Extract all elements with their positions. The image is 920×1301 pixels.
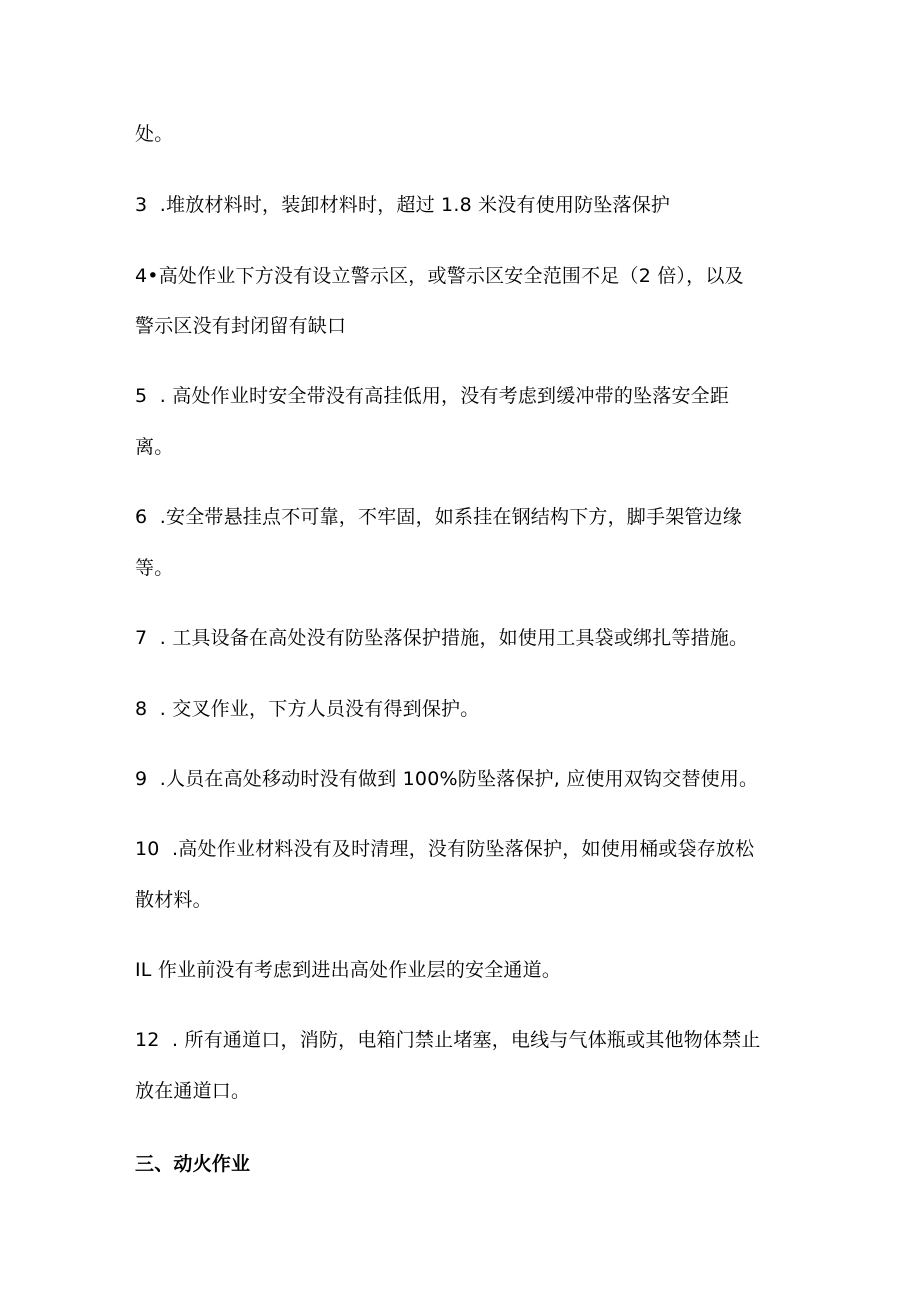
list-item-12-line-2: 放在通道口。 [135, 1080, 251, 1102]
list-item-4-line-1: 4•高处作业下方没有设立警示区，或警示区安全范围不足（2 倍），以及 [135, 265, 744, 287]
list-item-8: 8 . 交叉作业，下方人员没有得到保护。 [135, 698, 480, 720]
list-item-5-line-1: 5 . 高处作业时安全带没有高挂低用，没有考虑到缓冲带的坠落安全距 [135, 385, 730, 407]
list-item-6-line-1: 6 .安全带悬挂点不可靠，不牢固，如系挂在钢结构下方，脚手架管边缘 [135, 506, 743, 528]
list-item-5-line-2: 离。 [135, 436, 174, 458]
list-item-10-line-2: 散材料。 [135, 889, 212, 911]
list-item-3: 3 .堆放材料时，装卸材料时，超过 1.8 米没有使用防坠落保护 [135, 194, 671, 216]
list-item-9: 9 .人员在高处移动时没有做到 100%防坠落保护, 应使用双钩交替使用。 [135, 768, 759, 790]
text-line-1: 处。 [135, 123, 174, 145]
list-item-11: IL 作业前没有考虑到进出高处作业层的安全通道。 [135, 959, 562, 981]
list-item-6-line-2: 等。 [135, 557, 174, 579]
list-item-10-line-1: 10 .高处作业材料没有及时清理，没有防坠落保护，如使用桶或袋存放松 [135, 838, 755, 860]
section-heading: 三、动火作业 [135, 1153, 251, 1175]
list-item-12-line-1: 12 . 所有通道口，消防，电箱门禁止堵塞，电线与气体瓶或其他物体禁止 [135, 1029, 761, 1051]
list-item-7: 7 . 工具设备在高处没有防坠落保护措施，如使用工具袋或绑扎等措施。 [135, 627, 749, 649]
list-item-4-line-2: 警示区没有封闭留有缺口 [135, 315, 347, 337]
